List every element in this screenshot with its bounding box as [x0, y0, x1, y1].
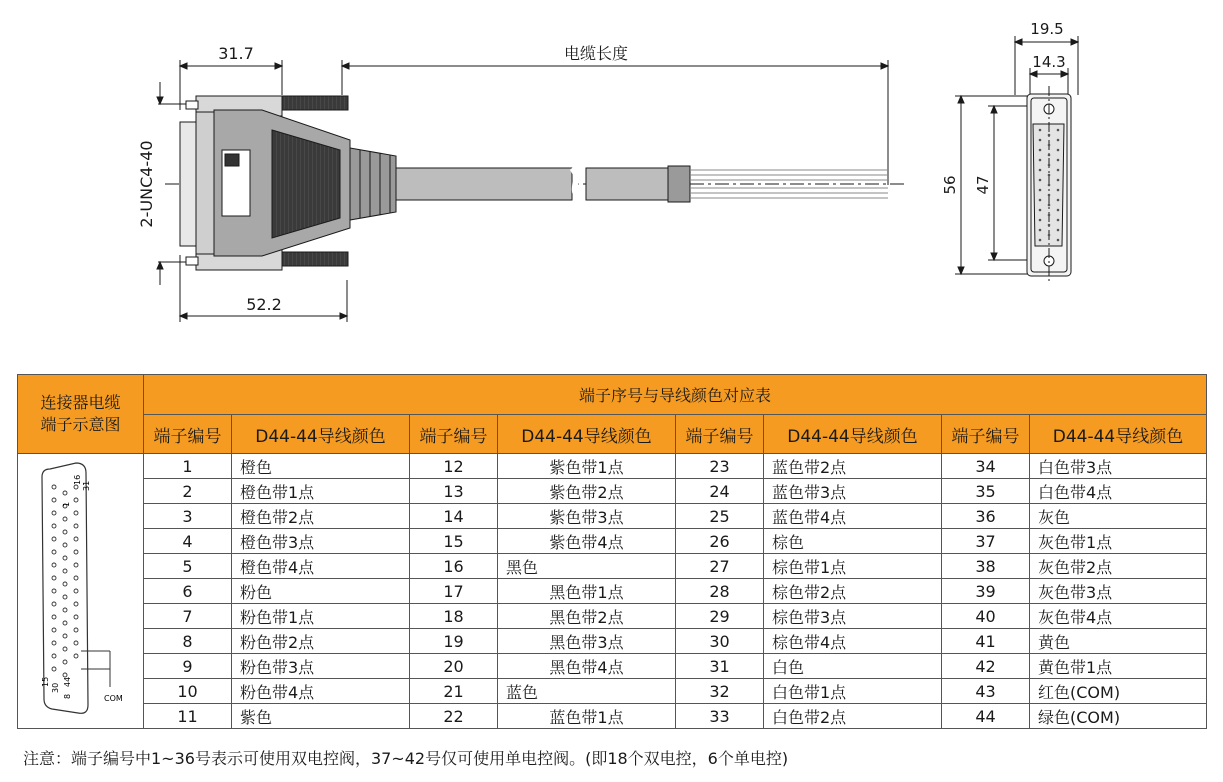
- wire-color: 白色带1点: [764, 679, 942, 704]
- pin-diagram-cell: [18, 454, 144, 729]
- pin-number: 4: [144, 529, 232, 554]
- wire-color: 蓝色: [498, 679, 676, 704]
- wire-color: 灰色带1点: [1030, 529, 1207, 554]
- dim-thread: 2-UNC4-40: [137, 140, 156, 228]
- pin-number: 28: [676, 579, 764, 604]
- pin-number: 35: [942, 479, 1030, 504]
- pin-label-1: 1: [62, 501, 71, 507]
- table-row: [18, 529, 1207, 554]
- pin-number: 12: [410, 454, 498, 479]
- pin-number: 13: [410, 479, 498, 504]
- wire-color: 黄色: [1030, 629, 1207, 654]
- col-color-header: D44-44导线颜色: [498, 415, 676, 454]
- pin-number: 39: [942, 579, 1030, 604]
- pin-label-30: 30: [51, 682, 60, 693]
- pin-color-table: [17, 374, 1207, 729]
- pin-number: 17: [410, 579, 498, 604]
- pin-number: 44: [942, 704, 1030, 729]
- pin-number: 31: [676, 654, 764, 679]
- wire-color: 粉色: [232, 579, 410, 604]
- col-color-header: D44-44导线颜色: [764, 415, 942, 454]
- wire-color: 灰色带2点: [1030, 554, 1207, 579]
- dim-side-width-inner: 14.3: [1032, 53, 1066, 71]
- wire-color: 黑色: [498, 554, 676, 579]
- col-color-header: D44-44导线颜色: [1030, 415, 1207, 454]
- wire-color: 灰色: [1030, 504, 1207, 529]
- pin-number: 25: [676, 504, 764, 529]
- wire-color: 灰色带4点: [1030, 604, 1207, 629]
- table-row: [18, 629, 1207, 654]
- pin-number: 9: [144, 654, 232, 679]
- pin-number: 20: [410, 654, 498, 679]
- wire-color: 粉色带4点: [232, 679, 410, 704]
- table-row: [18, 679, 1207, 704]
- dim-width-bottom: 52.2: [246, 295, 282, 314]
- wire-color: 红色(COM): [1030, 679, 1207, 704]
- wire-color: 棕色带1点: [764, 554, 942, 579]
- pin-number: 22: [410, 704, 498, 729]
- pin-number: 23: [676, 454, 764, 479]
- pin-number: 5: [144, 554, 232, 579]
- table-title: 端子序号与导线颜色对应表: [144, 375, 1207, 415]
- pin-number: 32: [676, 679, 764, 704]
- pin-number: 8: [144, 629, 232, 654]
- wire-color: 黑色带1点: [498, 579, 676, 604]
- dim-side-height-outer: 56: [941, 175, 959, 195]
- pin-number: 1: [144, 454, 232, 479]
- pin-number: 3: [144, 504, 232, 529]
- wire-color: 粉色带2点: [232, 629, 410, 654]
- pin-number: 10: [144, 679, 232, 704]
- wire-color: 棕色: [764, 529, 942, 554]
- wire-color: 紫色带4点: [498, 529, 676, 554]
- pin-number: 29: [676, 604, 764, 629]
- table-row: [18, 504, 1207, 529]
- pin-number: 24: [676, 479, 764, 504]
- side-view: [157, 60, 905, 322]
- pin-number: 38: [942, 554, 1030, 579]
- pin-number: 21: [410, 679, 498, 704]
- wire-color: 橙色带2点: [232, 504, 410, 529]
- corner-label-line2: 端子示意图: [40, 415, 121, 434]
- pin-number: 16: [410, 554, 498, 579]
- pin-number: 37: [942, 529, 1030, 554]
- wire-color: 紫色带3点: [498, 504, 676, 529]
- pin-layout-diagram: [18, 455, 144, 727]
- wire-color: 橙色带4点: [232, 554, 410, 579]
- wire-color: 棕色带4点: [764, 629, 942, 654]
- wire-color: 蓝色带2点: [764, 454, 942, 479]
- table-row: [18, 554, 1207, 579]
- wire-color: 棕色带3点: [764, 604, 942, 629]
- table-row: [18, 579, 1207, 604]
- pin-number: 6: [144, 579, 232, 604]
- pin-number: 15: [410, 529, 498, 554]
- pin-label-8: 8: [63, 693, 72, 699]
- dim-cable-length: 电缆长度: [563, 44, 629, 63]
- col-pin-header: 端子编号: [410, 415, 498, 454]
- wire-color: 白色: [764, 654, 942, 679]
- pin-label-com: COM: [104, 694, 123, 703]
- pin-number: 2: [144, 479, 232, 504]
- wire-color: 黑色带4点: [498, 654, 676, 679]
- corner-header: [18, 375, 144, 454]
- col-pin-header: 端子编号: [942, 415, 1030, 454]
- wire-color: 灰色带3点: [1030, 579, 1207, 604]
- footnote: 注意：端子编号中1~36号表示可使用双电控阀，37~42号仅可使用单电控阀。(即18个双电控，6个单电控): [23, 749, 789, 768]
- pin-number: 26: [676, 529, 764, 554]
- wire-color: 黄色带1点: [1030, 654, 1207, 679]
- col-color-header: D44-44导线颜色: [232, 415, 410, 454]
- pin-number: 18: [410, 604, 498, 629]
- table-row: [18, 704, 1207, 729]
- wire-color: 白色带2点: [764, 704, 942, 729]
- corner-label-line1: 连接器电缆: [40, 393, 121, 412]
- pin-number: 19: [410, 629, 498, 654]
- pin-number: 42: [942, 654, 1030, 679]
- col-pin-header: 端子编号: [676, 415, 764, 454]
- pin-number: 40: [942, 604, 1030, 629]
- wire-color: 黑色带2点: [498, 604, 676, 629]
- wire-color: 棕色带2点: [764, 579, 942, 604]
- pin-number: 41: [942, 629, 1030, 654]
- pin-number: 27: [676, 554, 764, 579]
- pin-label-16: 16: [73, 474, 82, 485]
- end-view: [955, 36, 1078, 284]
- pin-label-31: 31: [82, 480, 91, 491]
- wire-color: 白色带4点: [1030, 479, 1207, 504]
- col-pin-header: 端子编号: [144, 415, 232, 454]
- table-row: [18, 604, 1207, 629]
- wire-color: 白色带3点: [1030, 454, 1207, 479]
- wire-color: 紫色带2点: [498, 479, 676, 504]
- pin-number: 7: [144, 604, 232, 629]
- pin-number: 33: [676, 704, 764, 729]
- wire-color: 橙色带1点: [232, 479, 410, 504]
- table-row: [18, 479, 1207, 504]
- dim-width-top: 31.7: [218, 44, 254, 63]
- pin-number: 43: [942, 679, 1030, 704]
- pin-number: 34: [942, 454, 1030, 479]
- pin-number: 11: [144, 704, 232, 729]
- pin-number: 30: [676, 629, 764, 654]
- dim-side-width-outer: 19.5: [1030, 20, 1064, 38]
- wire-color: 橙色: [232, 454, 410, 479]
- wire-color: 黑色带3点: [498, 629, 676, 654]
- pin-label-15: 15: [41, 676, 50, 687]
- wire-color: 粉色带3点: [232, 654, 410, 679]
- wire-color: 橙色带3点: [232, 529, 410, 554]
- table-row: [18, 654, 1207, 679]
- wire-color: 蓝色带1点: [498, 704, 676, 729]
- pin-number: 14: [410, 504, 498, 529]
- wire-color: 蓝色带3点: [764, 479, 942, 504]
- wire-color: 粉色带1点: [232, 604, 410, 629]
- wire-color: 紫色带1点: [498, 454, 676, 479]
- wire-color: 绿色(COM): [1030, 704, 1207, 729]
- pin-number: 36: [942, 504, 1030, 529]
- dim-side-height-inner: 47: [974, 175, 992, 195]
- connector-dimension-drawing: [0, 0, 1223, 360]
- wire-color: 蓝色带4点: [764, 504, 942, 529]
- table-row: [18, 454, 1207, 479]
- pin-label-44: 44: [63, 676, 72, 687]
- wire-color: 紫色: [232, 704, 410, 729]
